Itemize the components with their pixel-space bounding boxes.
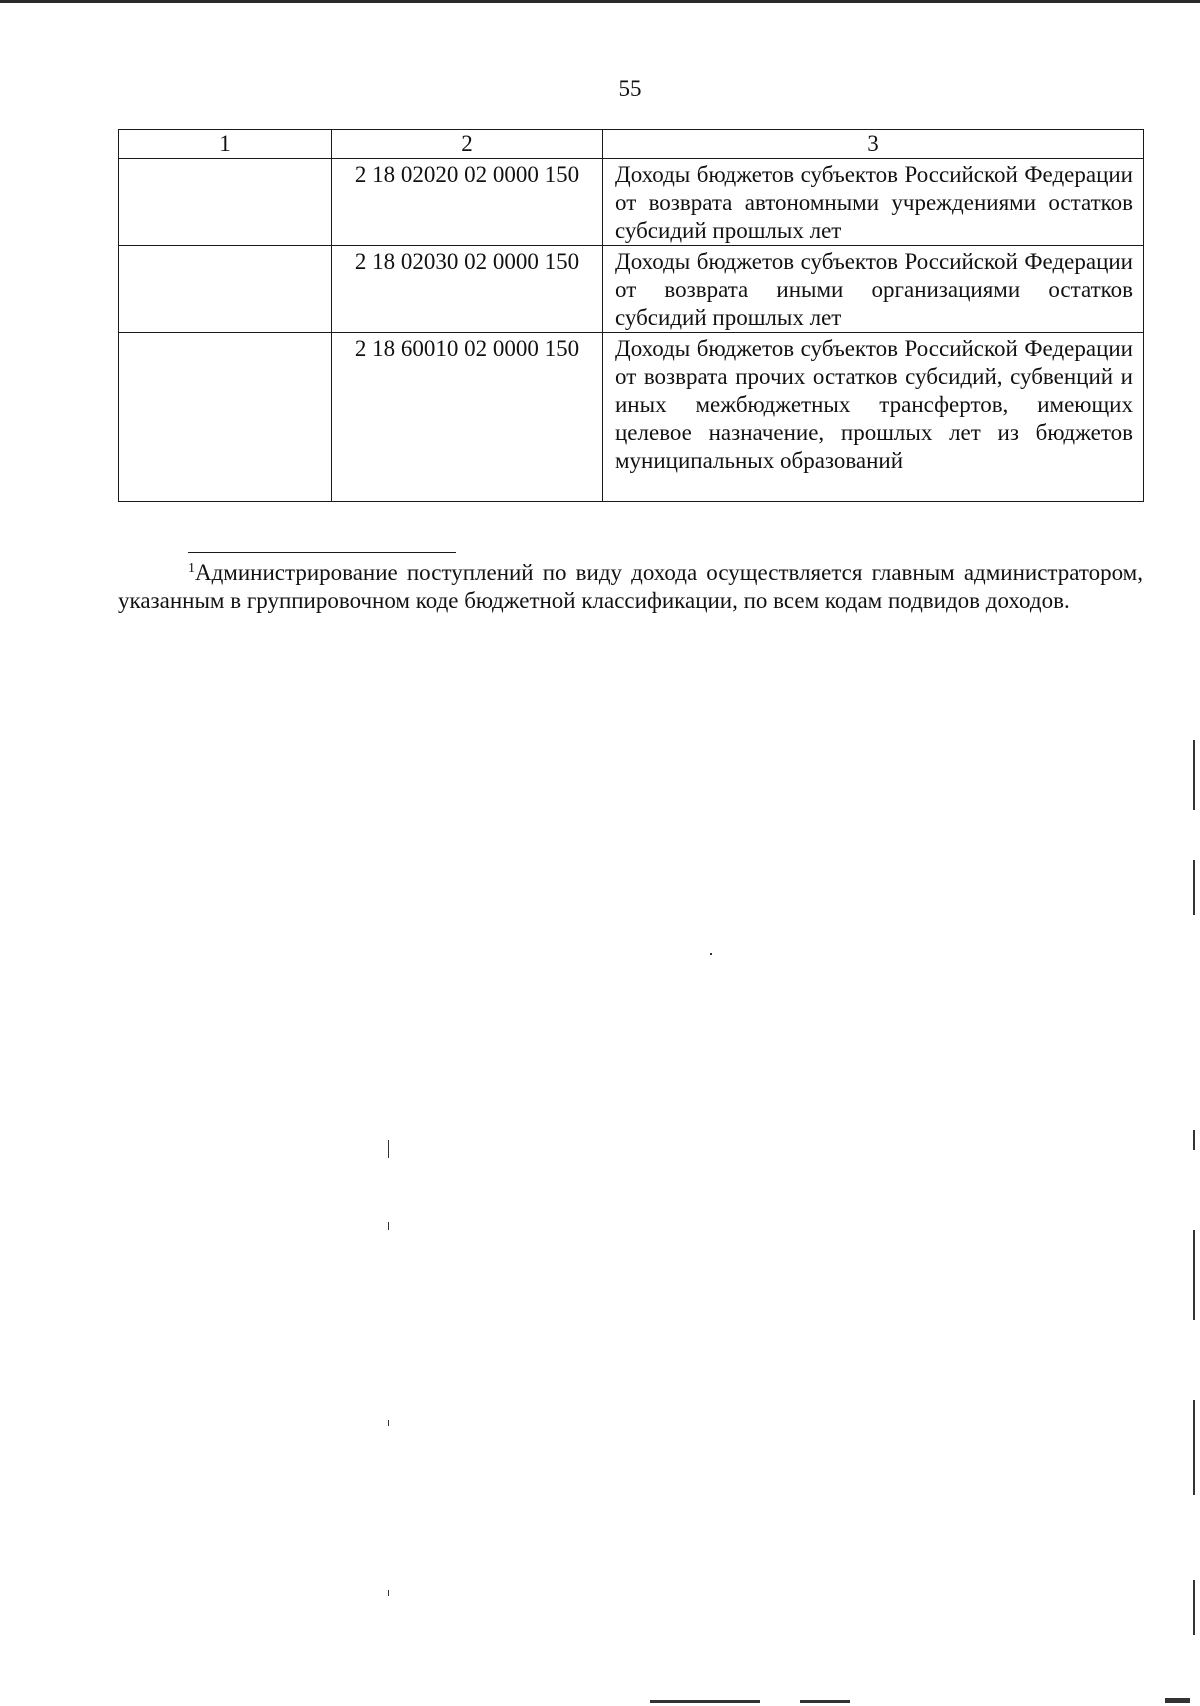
scan-artifact bbox=[388, 1590, 389, 1596]
table-row bbox=[119, 246, 1144, 333]
admin-code-cell bbox=[119, 246, 332, 333]
scan-artifact bbox=[710, 953, 712, 955]
scan-artifact bbox=[1193, 1580, 1195, 1635]
scan-artifact bbox=[650, 1700, 760, 1703]
description-cell: Доходы бюджетов субъектов Российской Федерации от возврата прочих остатков субсидий, субвенций и иных межбюджетных трансфертов, имеющих целевое назначение, прошлых лет из бюджетов муниципальных образований bbox=[603, 333, 1144, 502]
table-row bbox=[119, 159, 1144, 246]
table-header-cell: 1 bbox=[119, 130, 332, 159]
revenue-codes-table bbox=[118, 129, 1144, 502]
table-header-row bbox=[119, 130, 1144, 159]
footnote bbox=[118, 555, 1143, 615]
scan-artifact bbox=[1193, 860, 1195, 915]
scan-artifact bbox=[1193, 1230, 1195, 1320]
scan-artifact bbox=[388, 1222, 389, 1230]
page-number: 55 bbox=[618, 76, 642, 101]
scan-artifact bbox=[388, 1140, 389, 1158]
table-header-cell: 2 bbox=[332, 130, 603, 159]
description-cell: Доходы бюджетов субъектов Российской Федерации от возврата автономными учреждениями остатков субсидий прошлых лет bbox=[603, 159, 1144, 246]
footnote-marker: 1 bbox=[188, 561, 195, 576]
footnote-text: Администрирование поступлений по виду дохода осуществляется главным администратором, указанным в группировочном коде бюджетной классификации, по всем кодам подвидов доходов. bbox=[118, 560, 1143, 613]
scan-edge-top bbox=[0, 0, 1200, 3]
footnote-separator bbox=[188, 552, 456, 553]
scan-artifact bbox=[388, 1420, 389, 1426]
admin-code-cell bbox=[119, 333, 332, 502]
description-cell: Доходы бюджетов субъектов Российской Федерации от возврата иными организациями остатков субсидий прошлых лет bbox=[603, 246, 1144, 333]
admin-code-cell bbox=[119, 159, 332, 246]
scan-artifact bbox=[1193, 1130, 1195, 1150]
budget-code-cell: 2 18 02030 02 0000 150 bbox=[332, 246, 603, 333]
budget-code-cell: 2 18 02020 02 0000 150 bbox=[332, 159, 603, 246]
scan-artifact bbox=[800, 1700, 850, 1703]
budget-code-cell: 2 18 60010 02 0000 150 bbox=[332, 333, 603, 502]
scan-artifact bbox=[1165, 1698, 1190, 1703]
table-header-cell: 3 bbox=[603, 130, 1144, 159]
table-row bbox=[119, 333, 1144, 502]
scan-artifact bbox=[1193, 740, 1195, 810]
scan-artifact bbox=[1193, 1400, 1195, 1495]
